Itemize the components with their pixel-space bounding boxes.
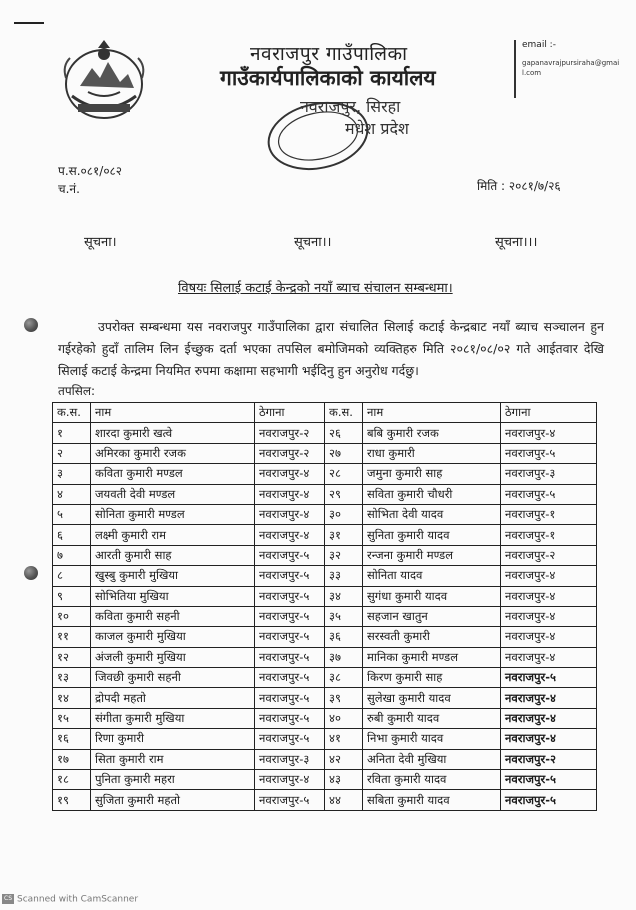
serial-number: ३ [53, 464, 91, 484]
participant-address: नवराजपुर-५ [255, 627, 325, 647]
serial-number: १२ [53, 647, 91, 667]
table-row [53, 770, 597, 790]
participant-address: नवराजपुर-४ [501, 708, 597, 728]
participant-name: सुनिता कुमारी यादव [363, 525, 501, 545]
serial-number: १६ [53, 729, 91, 749]
participant-name: सुलेखा कुमारी यादव [363, 688, 501, 708]
document-date: मिति : २०८१/७/२६ [477, 179, 561, 193]
dispatch-number: च.नं. [58, 182, 80, 196]
column-header: नाम [91, 403, 255, 423]
participant-address: नवराजपुर-४ [501, 566, 597, 586]
participant-name: खुस्बु कुमारी मुखिया [91, 566, 255, 586]
serial-number: १३ [53, 668, 91, 688]
table-row [53, 668, 597, 688]
participant-name: सोनिता कुमारी मण्डल [91, 504, 255, 524]
participant-address: नवराजपुर-४ [255, 525, 325, 545]
participant-address: नवराजपुर-५ [255, 566, 325, 586]
participant-address: नवराजपुर-५ [501, 484, 597, 504]
participant-address: नवराजपुर-४ [501, 729, 597, 749]
serial-number: १९ [53, 790, 91, 810]
table-row [53, 606, 597, 626]
table-row [53, 729, 597, 749]
table-row [53, 423, 597, 443]
camscanner-logo-icon: CS [4, 895, 12, 902]
email-block [514, 40, 622, 98]
participant-address: नवराजपुर-४ [501, 688, 597, 708]
participant-address: नवराजपुर-२ [501, 545, 597, 565]
office-address: नवराजपुर, सिरहा [300, 97, 401, 116]
participant-address: नवराजपुर-५ [255, 729, 325, 749]
participant-name: सुजिता कुमारी महतो [91, 790, 255, 810]
serial-number: ३० [325, 504, 363, 524]
table-header-row [53, 403, 597, 423]
participant-address: नवराजपुर-५ [255, 668, 325, 688]
participant-name: सरस्वती कुमारी [363, 627, 501, 647]
serial-number: ३९ [325, 688, 363, 708]
participant-name: लक्ष्मी कुमारी राम [91, 525, 255, 545]
body-paragraph: उपरोक्त सम्बन्धमा यस नवराजपुर गाउँपालिका द्वारा संचालित सिलाई कटाई केन्द्रबाट नयाँ ब्याच सञ्चालन हुन गईरहेको हुदाँ तालिम लिन ईच्छुक दर्ता भएका तपसिल बमोजिमको व्यक्तिहरु मिति २०८१/०८/०२ गते आईतवार देखि सिलाई कटाई केन्द्रमा नियमित रुपमा कक्षामा सहभागी भईदिनु हुन अनुरोध गर्दछु। [58, 319, 604, 378]
participant-name: सहजान खातुन [363, 606, 501, 626]
participant-address: नवराजपुर-५ [501, 443, 597, 463]
serial-number: ४ [53, 484, 91, 504]
serial-number: २९ [325, 484, 363, 504]
participant-name: शारदा कुमारी खत्वे [91, 423, 255, 443]
top-mark [14, 22, 44, 24]
serial-number: २६ [325, 423, 363, 443]
listed-label: तपसिल: [58, 384, 96, 398]
participant-name: राधा कुमारी [363, 443, 501, 463]
participant-name: संगीता कुमारी मुखिया [91, 708, 255, 728]
participant-address: नवराजपुर-४ [501, 647, 597, 667]
table-row [53, 688, 597, 708]
participant-name: रिणा कुमारी [91, 729, 255, 749]
participant-name: सिता कुमारी राम [91, 749, 255, 769]
serial-number: १४ [53, 688, 91, 708]
participant-address: नवराजपुर-३ [501, 464, 597, 484]
serial-number: ६ [53, 525, 91, 545]
scanner-footer [2, 894, 138, 905]
serial-number: ३२ [325, 545, 363, 565]
table-row [53, 627, 597, 647]
serial-number: १५ [53, 708, 91, 728]
serial-number: २८ [325, 464, 363, 484]
notice-heading: सूचना। [84, 235, 117, 250]
reference-number: प.स.०८१/०८२ [58, 164, 123, 178]
table-row [53, 749, 597, 769]
participant-name: मानिका कुमारी मण्डल [363, 647, 501, 667]
serial-number: १७ [53, 749, 91, 769]
serial-number: १८ [53, 770, 91, 790]
participant-address: नवराजपुर-२ [255, 443, 325, 463]
column-header: ठेगाना [501, 403, 597, 423]
participant-name: रविता कुमारी यादव [363, 770, 501, 790]
serial-number: ४२ [325, 749, 363, 769]
serial-number: ३६ [325, 627, 363, 647]
province-name: मधेश प्रदेश [345, 119, 409, 138]
table-row [53, 464, 597, 484]
serial-number: ४१ [325, 729, 363, 749]
participant-name: द्रोपदी महतो [91, 688, 255, 708]
serial-number: ९ [53, 586, 91, 606]
participant-address: नवराजपुर-४ [501, 586, 597, 606]
participant-address: नवराजपुर-४ [501, 606, 597, 626]
table-row [53, 484, 597, 504]
serial-number: ४४ [325, 790, 363, 810]
participant-name: किरण कुमारी साह [363, 668, 501, 688]
participant-address: नवराजपुर-३ [255, 749, 325, 769]
participant-name: रन्जना कुमारी मण्डल [363, 545, 501, 565]
subject-line: विषयः सिलाई कटाई केन्द्रको नयाँ ब्याच संचालन सम्बन्धमा। [178, 281, 453, 296]
serial-number: ३५ [325, 606, 363, 626]
participant-address: नवराजपुर-५ [255, 606, 325, 626]
table-body [53, 423, 597, 810]
serial-number: २७ [325, 443, 363, 463]
column-header: नाम [363, 403, 501, 423]
participant-name: जमुना कुमारी साह [363, 464, 501, 484]
column-header: क.स. [53, 403, 91, 423]
table-row [53, 647, 597, 667]
participant-address: नवराजपुर-५ [255, 790, 325, 810]
participant-name: सोनिता यादव [363, 566, 501, 586]
participant-address: नवराजपुर-५ [255, 586, 325, 606]
serial-number: २ [53, 443, 91, 463]
table-row [53, 545, 597, 565]
participant-name: रुबी कुमारी यादव [363, 708, 501, 728]
email-label: email :- [522, 40, 556, 50]
column-header: ठेगाना [255, 403, 325, 423]
scanner-watermark-text: Scanned with CamScanner [17, 894, 139, 905]
participant-address: नवराजपुर-५ [255, 647, 325, 667]
participant-address: नवराजपुर-५ [255, 545, 325, 565]
table-row [53, 790, 597, 810]
participant-name: सविता कुमारी चौधरी [363, 484, 501, 504]
participant-name: अमिरका कुमारी रजक [91, 443, 255, 463]
participant-address: नवराजपुर-५ [501, 668, 597, 688]
notice-heading: सूचना।।। [495, 235, 538, 250]
participant-name: काजल कुमारी मुखिया [91, 627, 255, 647]
serial-number: ४० [325, 708, 363, 728]
column-header: क.स. [325, 403, 363, 423]
participant-address: नवराजपुर-४ [501, 423, 597, 443]
participant-address: नवराजपुर-४ [255, 464, 325, 484]
participant-address: नवराजपुर-४ [255, 504, 325, 524]
municipality-name: नवराजपुर गाउँपालिका [250, 43, 408, 65]
office-seal-stamp-icon [262, 96, 374, 176]
participant-name: सबिता कुमारी यादव [363, 790, 501, 810]
participant-address: नवराजपुर-१ [501, 504, 597, 524]
participant-address: नवराजपुर-२ [501, 749, 597, 769]
nepal-government-emblem-icon [58, 38, 150, 124]
table-row [53, 504, 597, 524]
participant-address: नवराजपुर-५ [501, 790, 597, 810]
participant-address: नवराजपुर-५ [501, 770, 597, 790]
participant-address: नवराजपुर-१ [501, 525, 597, 545]
office-name: गाउँकार्यपालिकाको कार्यालय [220, 66, 436, 90]
table-row [53, 566, 597, 586]
punch-hole-icon [24, 566, 38, 580]
serial-number: ३८ [325, 668, 363, 688]
notice-heading: सूचना।। [294, 235, 332, 250]
participant-address: नवराजपुर-४ [255, 770, 325, 790]
serial-number: ४३ [325, 770, 363, 790]
serial-number: १० [53, 606, 91, 626]
serial-number: ३७ [325, 647, 363, 667]
participant-name: सोभितिया मुखिया [91, 586, 255, 606]
table-row [53, 443, 597, 463]
participant-address: नवराजपुर-४ [501, 627, 597, 647]
participant-table [52, 402, 597, 811]
serial-number: ७ [53, 545, 91, 565]
participant-address: नवराजपुर-५ [255, 688, 325, 708]
serial-number: ३३ [325, 566, 363, 586]
serial-number: ३१ [325, 525, 363, 545]
participant-name: कविता कुमारी मण्डल [91, 464, 255, 484]
serial-number: १ [53, 423, 91, 443]
participant-address: नवराजपुर-४ [255, 484, 325, 504]
participant-address: नवराजपुर-२ [255, 423, 325, 443]
participant-name: जयवती देवी मण्डल [91, 484, 255, 504]
participant-address: नवराजपुर-५ [255, 708, 325, 728]
serial-number: ५ [53, 504, 91, 524]
participant-name: सोभिता देवी यादव [363, 504, 501, 524]
participant-name: अंजली कुमारी मुखिया [91, 647, 255, 667]
participant-name: पुनिता कुमारी महरा [91, 770, 255, 790]
participant-name: सुगंधा कुमारी यादव [363, 586, 501, 606]
participant-name: आरती कुमारी साह [91, 545, 255, 565]
serial-number: ११ [53, 627, 91, 647]
participant-name: अनिता देवी मुखिया [363, 749, 501, 769]
table-row [53, 708, 597, 728]
serial-number: ३४ [325, 586, 363, 606]
participant-name: निभा कुमारी यादव [363, 729, 501, 749]
participant-name: कविता कुमारी सहनी [91, 606, 255, 626]
participant-name: बबि कुमारी रजक [363, 423, 501, 443]
table-row [53, 525, 597, 545]
table-row [53, 586, 597, 606]
serial-number: ८ [53, 566, 91, 586]
participant-name: जिवछी कुमारी सहनी [91, 668, 255, 688]
email-address: gapanavrajpursiraha@gmail.com [522, 59, 620, 77]
punch-hole-icon [24, 318, 38, 332]
